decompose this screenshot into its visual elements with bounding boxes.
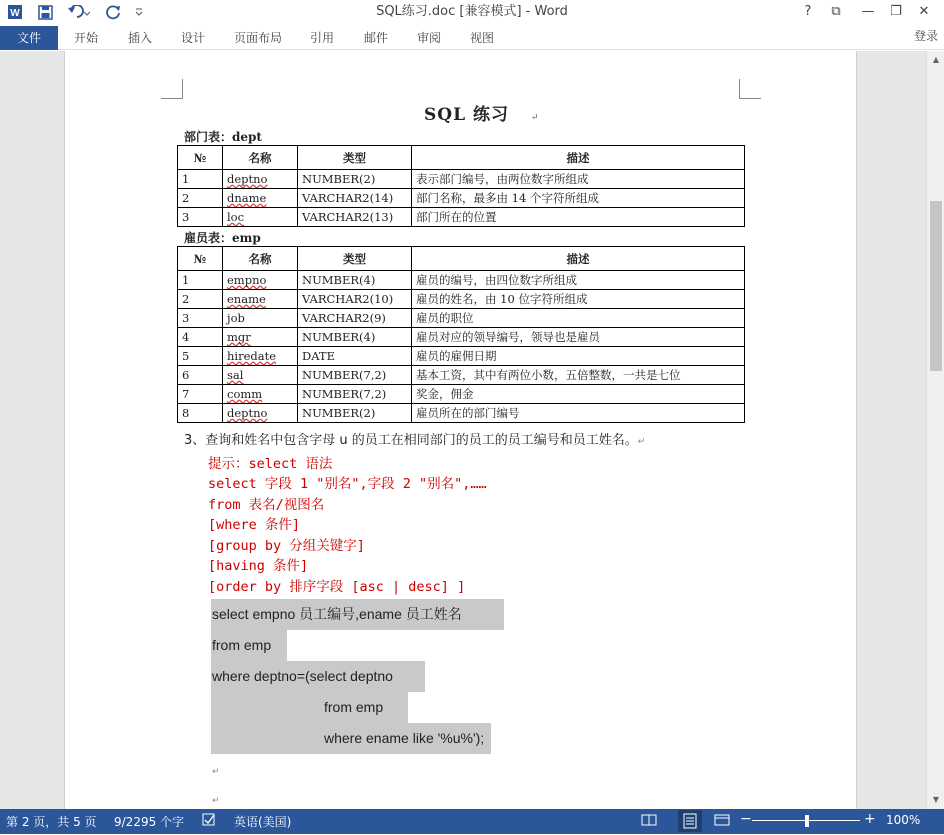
table-cell: 雇员的编号，由四位数字所组成 xyxy=(412,271,745,290)
hint-line: select 字段 1 "别名",字段 2 "别名",…… xyxy=(208,476,487,492)
table-cell: hiredate xyxy=(223,347,298,366)
table-row xyxy=(178,366,745,385)
tab-design[interactable]: 设计 xyxy=(181,31,206,45)
restore-button[interactable]: ❐ xyxy=(890,4,902,19)
table-row xyxy=(178,170,745,189)
emp-table xyxy=(177,246,745,423)
table-cell: NUMBER(4) xyxy=(298,271,412,290)
table-row xyxy=(178,290,745,309)
table-row xyxy=(178,208,745,227)
word-count[interactable]: 9/2295 个字 xyxy=(114,815,185,829)
table-cell: 雇员对应的领导编号，领导也是雇员 xyxy=(412,328,745,347)
table-cell: NUMBER(2) xyxy=(298,170,412,189)
code-line: from emp xyxy=(211,692,408,723)
language[interactable]: 英语(美国) xyxy=(234,815,292,829)
ribbon-display-button[interactable]: ⧉ xyxy=(831,4,841,19)
table-cell: VARCHAR2(10) xyxy=(298,290,412,309)
table-cell: 3 xyxy=(178,309,223,328)
table-cell: 表示部门编号，由两位数字所组成 xyxy=(412,170,745,189)
header-cell: 类型 xyxy=(298,146,412,170)
tab-view[interactable]: 视图 xyxy=(470,31,495,45)
table-cell: DATE xyxy=(298,347,412,366)
zoom-in-button[interactable]: + xyxy=(864,811,876,827)
table-cell: 5 xyxy=(178,347,223,366)
code-line: from emp xyxy=(211,630,287,661)
table-cell: VARCHAR2(13) xyxy=(298,208,412,227)
table-cell: 2 xyxy=(178,189,223,208)
dept-table-label: 部门表：dept xyxy=(184,130,262,144)
print-layout-icon[interactable] xyxy=(678,810,702,832)
scroll-up-icon[interactable]: ▲ xyxy=(932,55,940,64)
hint-line: from 表名/视图名 xyxy=(208,497,325,513)
table-cell: 雇员的姓名，由 10 位字符所组成 xyxy=(412,290,745,309)
table-cell: 6 xyxy=(178,366,223,385)
tab-insert[interactable]: 插入 xyxy=(128,31,153,45)
zoom-level[interactable]: 100% xyxy=(886,813,921,827)
table-cell: 雇员的职位 xyxy=(412,309,745,328)
table-cell: NUMBER(2) xyxy=(298,404,412,423)
table-cell: 2 xyxy=(178,290,223,309)
vertical-scrollbar[interactable] xyxy=(926,51,944,809)
scrollbar-thumb[interactable] xyxy=(930,201,942,371)
crop-mark xyxy=(739,79,761,99)
table-cell: loc xyxy=(223,208,298,227)
table-cell: 8 xyxy=(178,404,223,423)
tab-home[interactable]: 开始 xyxy=(74,31,99,45)
ribbon-tabs xyxy=(0,26,944,50)
table-cell: 部门所在的位置 xyxy=(412,208,745,227)
table-cell: ename xyxy=(223,290,298,309)
table-cell: 基本工资，其中有两位小数，五倍整数，一共是七位 xyxy=(412,366,745,385)
web-layout-icon[interactable] xyxy=(714,813,730,830)
paragraph-mark: ↵ xyxy=(212,767,220,777)
status-bar xyxy=(0,809,944,834)
code-line: where ename like '%u%'); xyxy=(211,723,491,754)
tab-page-layout[interactable]: 页面布局 xyxy=(234,31,283,45)
table-row xyxy=(178,404,745,423)
table-cell: 7 xyxy=(178,385,223,404)
header-cell: № xyxy=(178,146,223,170)
table-cell: 雇员的雇佣日期 xyxy=(412,347,745,366)
zoom-out-button[interactable]: − xyxy=(740,811,752,827)
table-row xyxy=(178,189,745,208)
table-row xyxy=(178,271,745,290)
header-cell: № xyxy=(178,247,223,271)
scroll-down-icon[interactable]: ▼ xyxy=(932,795,940,804)
header-cell: 类型 xyxy=(298,247,412,271)
document-title: SQL 练习 ↵ xyxy=(424,105,540,125)
code-line: where deptno=(select deptno xyxy=(211,661,425,692)
table-header-row xyxy=(178,146,745,170)
crop-mark xyxy=(161,79,183,99)
table-cell: 1 xyxy=(178,271,223,290)
table-cell: NUMBER(7,2) xyxy=(298,385,412,404)
svg-text:W: W xyxy=(10,8,20,19)
page-count[interactable]: 第 2 页，共 5 页 xyxy=(6,815,97,829)
table-cell: mgr xyxy=(223,328,298,347)
table-row xyxy=(178,309,745,328)
header-cell: 描述 xyxy=(412,247,745,271)
table-cell: 4 xyxy=(178,328,223,347)
help-button[interactable]: ? xyxy=(804,4,812,19)
header-cell: 描述 xyxy=(412,146,745,170)
table-row xyxy=(178,347,745,366)
zoom-slider-handle[interactable] xyxy=(805,815,809,827)
hint-line: 提示：select 语法 xyxy=(208,456,333,472)
table-cell: VARCHAR2(9) xyxy=(298,309,412,328)
table-row xyxy=(178,328,745,347)
hint-line: [group by 分组关键字] xyxy=(208,538,365,554)
header-cell: 名称 xyxy=(223,146,298,170)
table-cell: NUMBER(4) xyxy=(298,328,412,347)
table-cell: 奖金，佣金 xyxy=(412,385,745,404)
table-cell: comm xyxy=(223,385,298,404)
table-cell: job xyxy=(223,309,298,328)
table-cell: 1 xyxy=(178,170,223,189)
table-cell: dname xyxy=(223,189,298,208)
table-cell: deptno xyxy=(223,404,298,423)
table-cell: sal xyxy=(223,366,298,385)
table-cell: deptno xyxy=(223,170,298,189)
table-cell: NUMBER(7,2) xyxy=(298,366,412,385)
table-cell: 雇员所在的部门编号 xyxy=(412,404,745,423)
table-cell: empno xyxy=(223,271,298,290)
login-link[interactable]: 登录 xyxy=(913,29,938,43)
close-button[interactable]: ✕ xyxy=(918,4,930,19)
tab-references[interactable]: 引用 xyxy=(310,31,335,45)
emp-table-label: 雇员表：emp xyxy=(184,231,261,245)
question-text: 3、查询和姓名中包含字母 u 的员工在相同部门的员工的员工编号和员工姓名。↵ xyxy=(184,433,646,448)
table-row xyxy=(178,385,745,404)
table-cell: 3 xyxy=(178,208,223,227)
tab-review[interactable]: 审阅 xyxy=(417,31,442,45)
tab-mailings[interactable]: 邮件 xyxy=(364,31,389,45)
table-header-row xyxy=(178,247,745,271)
header-cell: 名称 xyxy=(223,247,298,271)
hint-line: [order by 排序字段 [asc | desc] ] xyxy=(208,579,466,595)
table-cell: VARCHAR2(14) xyxy=(298,189,412,208)
tab-file[interactable]: 文件 xyxy=(0,26,58,50)
code-line: select empno 员工编号,ename 员工姓名 xyxy=(211,599,504,630)
window-title: SQL练习.doc [兼容模式] - Word xyxy=(376,4,568,19)
title-bar xyxy=(0,0,944,26)
hint-line: [having 条件] xyxy=(208,558,309,574)
read-mode-icon[interactable] xyxy=(641,813,657,830)
table-cell: 部门名称，最多由 14 个字符所组成 xyxy=(412,189,745,208)
paragraph-mark: ↵ xyxy=(212,796,220,806)
hint-line: [where 条件] xyxy=(208,517,301,533)
minimize-button[interactable]: — xyxy=(861,4,875,19)
dept-table xyxy=(177,145,745,227)
proofing-icon[interactable] xyxy=(202,813,218,831)
